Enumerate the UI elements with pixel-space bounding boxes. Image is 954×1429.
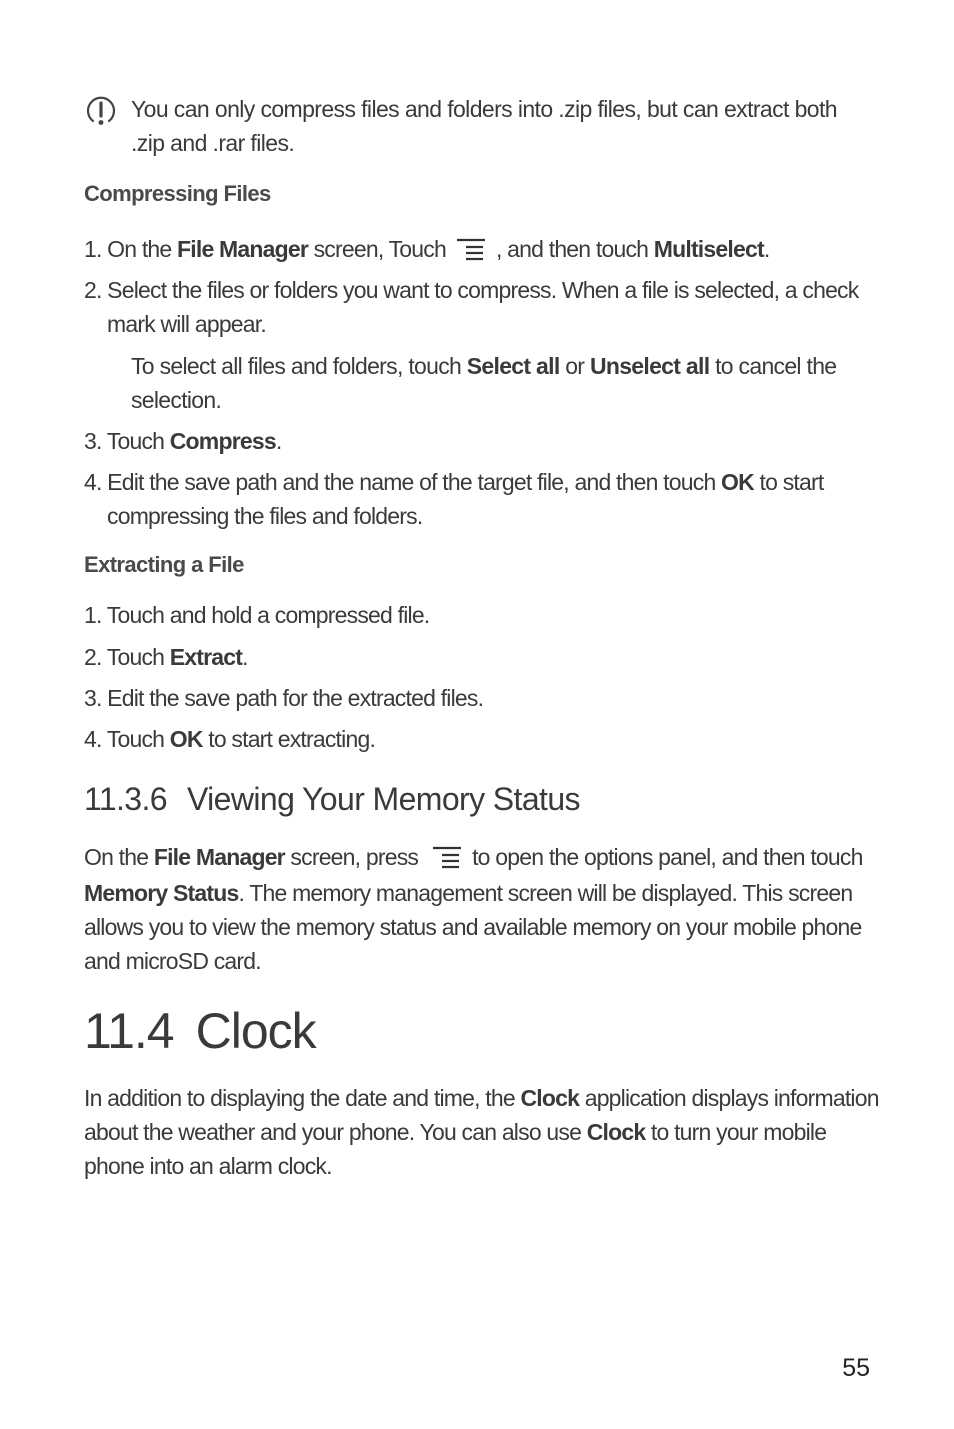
- section-number: 11.4: [84, 1003, 174, 1059]
- extract-step-3: 3. Edit the save path for the extracted files.: [84, 685, 484, 711]
- text-line: allows you to view the memory status and available memory on your mobile phone: [84, 914, 862, 940]
- text-line: and microSD card.: [84, 948, 261, 974]
- page-number: 55: [842, 1354, 870, 1382]
- text-line: Memory Status. The memory management screen will be displayed. This screen: [84, 880, 853, 906]
- clock-heading: [84, 1002, 316, 1060]
- menu-icon: [432, 845, 462, 869]
- section-number: 11.3.6: [84, 781, 167, 817]
- note-text: You can only compress files and folders into .zip files, but can extract both .zip and .rar files.: [131, 96, 837, 156]
- compress-step-4: 4. Edit the save path and the name of the target file, and then touch OK to start compressing the files and folders.: [84, 469, 824, 529]
- section-title: Clock: [195, 1003, 316, 1059]
- compressing-heading: Compressing Files: [84, 181, 271, 206]
- memory-status-heading: [84, 781, 580, 818]
- menu-icon: [456, 237, 486, 261]
- extract-step-2: 2. Touch Extract.: [84, 644, 248, 670]
- compress-step-1: 1. On the File Manager screen, Touch , and then touch Multiselect.: [84, 236, 770, 262]
- memory-status-paragraph: [84, 840, 874, 978]
- extracting-heading: Extracting a File: [84, 552, 244, 577]
- text-line: about the weather and your phone. You can also use Clock to turn your mobile: [84, 1119, 827, 1145]
- compress-step-2-detail: To select all files and folders, touch Select all or Unselect all to cancel the selection.: [131, 353, 837, 413]
- compress-step-3: 3. Touch Compress.: [84, 428, 282, 454]
- compress-step-2: 2. Select the files or folders you want to compress. When a file is selected, a check mark will appear.: [84, 277, 859, 337]
- extract-step-4: 4. Touch OK to start extracting.: [84, 726, 376, 752]
- text-line: phone into an alarm clock.: [84, 1153, 332, 1179]
- clock-paragraph: [84, 1081, 879, 1183]
- text-line: In addition to displaying the date and time, the Clock application displays information: [84, 1085, 879, 1111]
- text-line: On the File Manager screen, press to open the options panel, and then touch: [84, 844, 863, 870]
- section-title: Viewing Your Memory Status: [187, 781, 580, 817]
- note-block: [84, 92, 874, 160]
- warning-icon: [84, 94, 118, 128]
- extract-step-1: 1. Touch and hold a compressed file.: [84, 602, 430, 628]
